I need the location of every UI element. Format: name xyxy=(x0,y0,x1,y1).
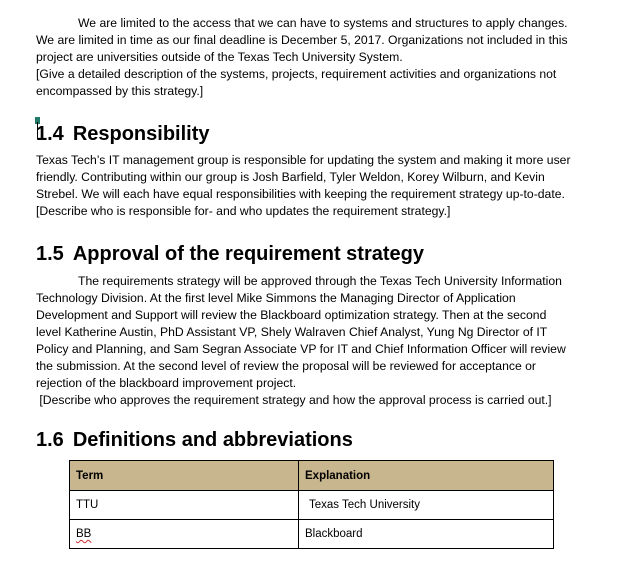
constraints-line: encompassed by this strategy.] xyxy=(36,84,204,98)
responsibility-line: [Describe who is responsible for- and who updates the requirement strategy.] xyxy=(36,204,451,218)
table-header-explanation[interactable]: Explanation xyxy=(299,461,554,491)
responsibility-line: Texas Tech’s IT management group is responsible for updating the system and making it more user xyxy=(36,153,571,167)
section-title: Approval of the requirement strategy xyxy=(72,243,424,265)
table-header-term[interactable]: Term xyxy=(70,461,299,491)
responsibility-paragraph[interactable] xyxy=(36,152,596,220)
approval-line: Development and Support will review the Blackboard optimization strategy. Then at the second xyxy=(36,308,547,322)
constraints-line: We are limited to the access that we can have to systems and structures to apply changes. xyxy=(78,16,568,30)
responsibility-line: Strebel. We will each have equal responsibilities with keeping the requirement strategy up-to-date. xyxy=(36,187,565,201)
approval-line: level Katherine Austin, PhD Assistant VP, Shely Walraven Chief Analyst, Yung Ng Director of IT xyxy=(36,325,548,339)
constraints-line: [Give a detailed description of the systems, projects, requirement activities and organizations not xyxy=(36,67,557,81)
approval-line: the submission. At the second level of review the proposal will be reviewed for acceptance or xyxy=(36,359,536,373)
section-number: 1.5 xyxy=(36,243,64,265)
table-cell-term[interactable] xyxy=(70,520,299,549)
definitions-table xyxy=(69,460,554,549)
table-cell-explanation[interactable]: Blackboard xyxy=(299,520,554,549)
approval-line: rejection of the blackboard improvement project. xyxy=(36,376,297,390)
responsibility-line: friendly. Contributing within our group is Josh Barfield, Tyler Weldon, Korey Wilburn, and Kevin xyxy=(36,170,545,184)
approval-line: Technology Division. At the first level Mike Simmons the Managing Director of Application xyxy=(36,291,516,305)
approval-line: Policy and Planning, and Sam Segran Associate VP for IT and Chief Information Officer will review xyxy=(36,342,566,356)
section-number: 1.6 xyxy=(36,429,64,451)
spellcheck-flagged-word: BB xyxy=(76,528,92,540)
section-title: Responsibility xyxy=(72,123,210,145)
section-heading-approval[interactable] xyxy=(36,242,424,266)
table-cell-explanation[interactable]: Texas Tech University xyxy=(299,491,554,520)
section-heading-definitions[interactable] xyxy=(36,428,353,452)
approval-paragraph[interactable] xyxy=(36,273,596,409)
constraints-line: project are universities outside of the Texas Tech University System. xyxy=(36,50,403,64)
approval-line: [Describe who approves the requirement strategy and how the approval process is carried out.] xyxy=(36,393,552,407)
table-cell-term[interactable]: TTU xyxy=(70,491,299,520)
table-row xyxy=(70,491,554,520)
section-heading-responsibility[interactable] xyxy=(36,122,210,146)
approval-line: The requirements strategy will be approved through the Texas Tech University Information xyxy=(78,274,562,288)
constraints-line: We are limited in time as our final deadline is December 5, 2017. Organizations not included in this xyxy=(36,33,568,47)
table-header-row xyxy=(70,461,554,491)
section-number: 1.4 xyxy=(36,123,64,145)
section-title: Definitions and abbreviations xyxy=(72,429,353,451)
constraints-paragraph[interactable] xyxy=(36,15,596,100)
table-row xyxy=(70,520,554,549)
